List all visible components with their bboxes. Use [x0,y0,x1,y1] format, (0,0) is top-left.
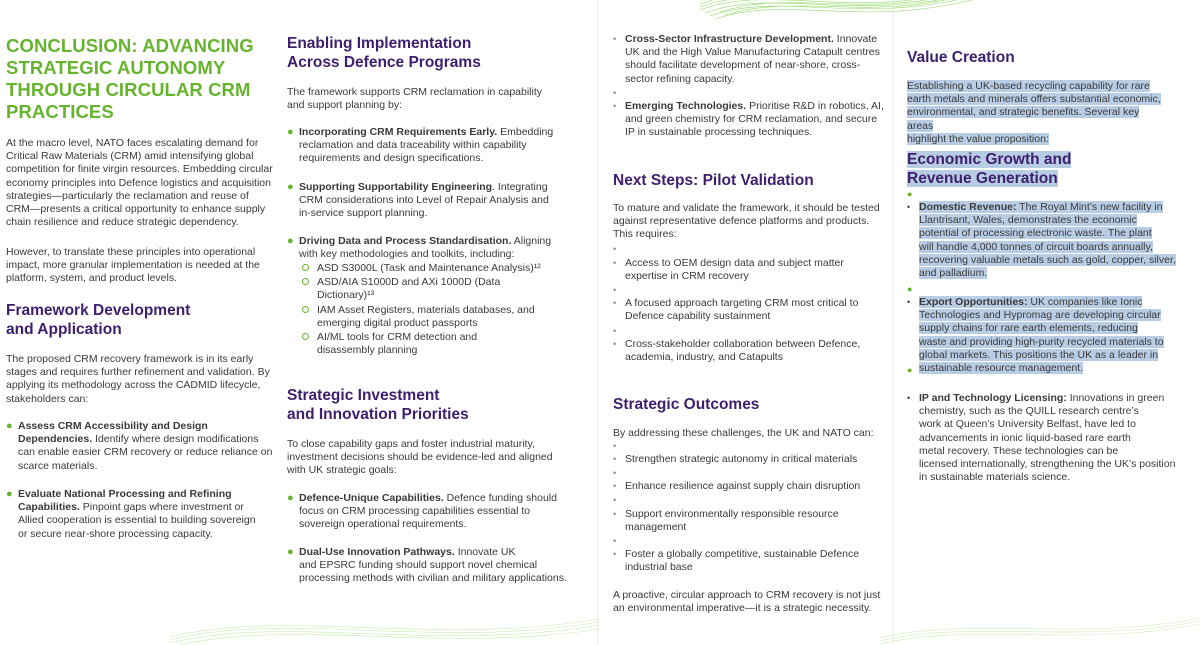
text-line: However, to translate these principles into operational [6,246,256,258]
heading-line: Enabling Implementation [287,35,472,52]
list-item [613,508,895,534]
bullet-text: requirements and design specifications. [299,152,484,165]
sub-list-item [287,276,562,302]
bullet-text: with key methodologies and toolkits, including: [299,248,515,261]
bullet-bold: Defence-Unique Capabilities. [299,492,444,504]
bullet-text: industrial base [625,561,693,574]
bullet-text: Cross-stakeholder collaboration between Defence, [625,338,861,350]
text-line: Critical Raw Materials (CRM) amid intensifying global [6,150,254,163]
bullet-bold: Emerging Technologies. [625,100,747,112]
selected-text: earth metals and minerals offers substantial economic, [907,93,1161,106]
bullet-text: chemistry, such as the QUILL research centre’s [919,405,1139,418]
bullet-text: Access to OEM design data and subject matter [625,257,844,269]
title-line: CONCLUSION: ADVANCING [6,35,254,56]
enabling-paragraph [287,86,567,112]
text-line: economy principles into Defence logistics and acquisition [6,176,271,189]
bullet-text: A focused approach targeting CRM most critical to [625,297,859,309]
bullet-bold: Driving Data and Process Standardisation. [299,235,512,247]
bullet-text: advancements in ionic liquid-based rare earth [919,431,1131,444]
list-item [907,392,1199,484]
outcomes-paragraph [613,427,898,440]
bullet-dot-icon: • [613,285,617,295]
text-line: an environmental imperative—it is a strategic necessity. [613,602,872,615]
selected-text: sustainable resource management. [919,362,1084,375]
bullet-bold: Assess CRM Accessibility and Design [18,420,208,432]
list-item [287,546,584,586]
text-line: platform, system, and product levels. [6,272,177,285]
bullet-dot-icon: • [907,297,911,307]
text-line: investment decisions should be evidence-led and aligned [287,451,553,464]
heading-line: and Innovation Priorities [287,406,469,423]
bullet-dot-icon: • [613,339,617,349]
sub-bullet-ring-icon [302,306,309,313]
selected-text: Llantrisant, Wales, demonstrates the economic [919,214,1137,227]
closing-paragraph [613,589,898,615]
bullet-text: Enhance resilience against supply chain disruption [625,480,861,492]
text-line: To mature and validate the framework, it should be tested [613,202,880,214]
bullet-dot-icon: ● [6,420,13,432]
bullet-text: scarce materials. [18,459,98,472]
bullet-dot-icon: ● [287,181,294,193]
heading-line: Across Defence Programs [287,54,481,71]
sub-bullet-ring-icon [302,278,309,285]
bullet-dot-icon: • [613,258,617,268]
text-line: At the macro level, NATO faces escalating demand for [6,137,259,149]
investment-paragraph [287,438,572,478]
bullet-dot-icon: • [613,88,617,98]
list-item [613,480,895,493]
title-line: STRATEGIC AUTONOMY [6,57,226,78]
bullet-text: in-service support planning. [299,207,428,220]
bullet-dot-icon: ● [907,284,913,294]
selected-text: potential of processing electronic waste. The plant [919,227,1152,240]
bullet-text: CRM considerations into Level of Repair Analysis and [299,194,549,207]
list-item [6,420,280,473]
bullet-dot-icon: • [613,101,617,111]
text-line: stages and requires further refinement and validation. By [6,366,270,379]
bullet-dot-icon: • [613,509,617,519]
sub-text: disassembly planning [317,344,418,357]
bullet-text: Defence capability sustainment [625,310,771,323]
heading-line: and Application [6,321,122,338]
bullet-bold: Dependencies. [18,433,93,446]
bullet-dot-icon: ● [907,365,913,375]
list-item [613,338,895,364]
bullet-text: Aligning [511,235,552,247]
next-steps-paragraph [613,202,898,242]
bullet-bold: Supporting Supportability Engineering [299,181,493,193]
sub-list-item [287,262,562,275]
bullet-text: in sustainable materials science. [919,471,1071,484]
text-line: stakeholders can: [6,392,89,405]
bullet-bold: IP and Technology Licensing: [919,392,1067,404]
bullet-dot-icon: ● [6,488,13,500]
sub-list-item [287,331,562,357]
next-steps-heading: Next Steps: Pilot Validation [613,172,814,189]
text-line: against representative defence platforms and products. [613,215,870,228]
sub-text: IAM Asset Registers, materials databases, and [317,303,535,316]
list-item [613,548,895,574]
bullet-text: metal recovery. These technologies can be [919,444,1119,457]
bullet-dot-icon: ● [287,546,294,558]
selected-text: global markets. This positions the UK as a leader in [919,348,1159,361]
list-item [613,100,900,140]
green-swirl-decoration [170,610,600,645]
bullet-text: Prioritise R&D in robotics, AI, [746,100,884,112]
bullet-text: and green chemistry for CRM reclamation, and secure [625,113,878,126]
sub-text: AI/ML tools for CRM detection and [317,331,478,344]
heading-line: Strategic Investment [287,387,440,404]
selected-text: will handle 4,000 tonnes of circuit boards annually, [919,240,1153,253]
bullet-dot-icon: • [907,393,911,403]
strategic-outcomes-heading: Strategic Outcomes [613,396,760,413]
text-line: competition for finite virgin resources. Embedding circular [6,163,273,176]
bullet-text: Embedding [497,126,554,138]
text-line: strategies—particularly the reclamation and reuse of [6,189,249,202]
text-line: This requires: [613,228,677,241]
bullet-dot-icon: • [613,34,617,44]
text-line: with UK strategic goals: [287,464,397,477]
bullet-dot-icon: • [613,326,617,336]
bullet-dot-icon: ● [287,126,294,138]
bullet-text: IP in sustainable processing techniques. [625,126,813,139]
bullet-dot-icon: • [613,454,617,464]
bullet-dot-icon: • [613,481,617,491]
bullet-bold: Incorporating CRM Requirements Early. [299,126,498,138]
bullet-bold: Domestic Revenue: [919,201,1017,213]
selected-text: supply chains for rare earth elements, reducing [919,322,1138,335]
bullet-dot-icon: • [613,298,617,308]
intro-paragraph [6,137,276,229]
text-line: impact, more granular implementation is needed at the [6,259,260,272]
list-item [287,235,569,261]
green-swirl-decoration [880,618,1200,645]
bullet-bold: Dual-Use Innovation Pathways. [299,546,455,558]
bullet-text: management [625,521,687,534]
bullet-dot-icon: • [613,441,617,451]
sub-bullet-ring-icon [302,333,309,340]
sub-text: ASD S3000L (Task and Maintenance Analysis)¹² [317,262,541,274]
text-line: applying its methodology across the CADMID lifecycle, [6,379,261,392]
bullet-text: Identify where design modifications [92,433,259,446]
selected-text: Establishing a UK-based recycling capability for rare [907,80,1150,92]
sub-text: Dictionary)¹³ [317,289,375,302]
text-line: A proactive, circular approach to CRM recovery is not just [613,589,881,601]
list-item [613,297,895,323]
however-paragraph [6,246,276,286]
bullet-dot-icon: • [613,549,617,559]
selected-text: highlight the value proposition: [907,132,1049,145]
bullet-dot-icon: • [613,536,617,546]
bullet-text: Defence funding should [443,492,557,504]
bullet-bold: Capabilities. [18,501,80,514]
text-line: The framework supports CRM reclamation in capability [287,86,543,98]
list-item[interactable] [907,201,1189,280]
framework-heading [6,301,190,339]
bullet-text: UK and the High Value Manufacturing Catapult centres [625,46,880,59]
bullet-text: and EPSRC funding should support novel chemical [299,559,538,572]
selected-text: waste and providing high-purity recycled materials to [919,335,1164,348]
bullet-dot-icon: • [613,468,617,478]
title-line: PRACTICES [6,101,114,122]
investment-heading [287,386,567,424]
bullet-text: academia, industry, and Catapults [625,351,783,364]
list-item [287,126,569,166]
page-fold [597,0,598,645]
bullet-text: Innovate [833,33,878,45]
bullet-text: UK companies like Ionic [1027,296,1143,308]
bullet-text: Strengthen strategic autonomy in critical materials [625,453,858,465]
enabling-heading [287,34,567,72]
bullet-dot-icon: • [613,244,617,254]
bullet-text: Support environmentally responsible resource [625,508,839,520]
list-item [613,257,895,283]
framework-paragraph [6,353,276,406]
bullet-text: can enable easier CRM recovery or reduce reliance on [18,446,273,459]
bullet-text: processing methods with civilian and military applications. [299,572,567,585]
bullet-bold: Evaluate National Processing and Refining [18,488,232,500]
green-swirl-decoration [700,0,1020,22]
text-line: The proposed CRM recovery framework is in its early [6,353,254,365]
bullet-text: Allied cooperation is essential to building sovereign [18,514,256,527]
list-item[interactable] [907,296,1189,375]
bullet-text: Foster a globally competitive, sustainable Defence [625,548,860,560]
bullet-text: licensed internationally, strengthening the UK’s position [919,458,1176,471]
text-line: CRM—presents a critical opportunity to enhance supply [6,203,266,216]
bullet-dot-icon: • [907,202,911,212]
text-line: By addressing these challenges, the UK and NATO can: [613,427,874,439]
bullet-text: Innovate UK [454,546,516,558]
text-line: and support planning by: [287,99,403,112]
bullet-text: reclamation and data traceability within capability [299,139,527,152]
selected-text: and palladium. [919,267,988,280]
title-line: THROUGH CIRCULAR CRM [6,79,251,100]
selected-text: environmental, and strategic benefits. Several key areas [907,106,1140,132]
list-item [613,453,895,466]
conclusion-title [6,35,276,123]
list-item [6,488,280,541]
bullet-text: work at Queen’s University Belfast, have led to [919,418,1136,431]
bullet-dot-icon: • [613,495,617,505]
list-item [613,33,895,86]
heading-line: Framework Development [6,302,191,319]
economic-growth-heading[interactable] [907,150,1071,188]
bullet-dot-icon: ● [907,189,913,199]
text-line: chain resilience and reduce strategic dependency. [6,216,239,229]
bullet-text: sovereign operational requirements. [299,518,467,531]
text-line: To close capability gaps and foster industrial maturity, [287,438,535,450]
list-item [287,181,569,221]
sub-list-item [287,304,562,330]
bullet-text: sector refining capacity. [625,72,735,85]
bullet-text: expertise in CRM recovery [625,270,749,283]
sub-text: ASD/AIA S1000D and AXi 1000D (Data [317,276,501,289]
value-creation-paragraph[interactable] [907,80,1167,146]
bullet-text: or secure near-shore processing capacity. [18,527,213,540]
bullet-text: Innovations in green [1066,392,1165,404]
selected-text: Revenue Generation [907,170,1058,187]
selected-text: Technologies and Hypromag are developing circular [919,309,1161,322]
bullet-dot-icon: ● [287,235,294,247]
bullet-text: . Integrating [492,181,548,193]
list-item [287,492,574,532]
value-creation-heading: Value Creation [907,49,1015,66]
sub-bullet-ring-icon [302,264,309,271]
sub-list [287,262,562,357]
selected-text: recovering valuable metals such as gold, copper, silver, [919,253,1176,266]
bullet-text: The Royal Mint’s new facility in [1016,201,1163,213]
bullet-text: should facilitate development of near-shore, cross- [625,59,861,72]
bullet-bold: Export Opportunities: [919,296,1028,308]
bullet-text: focus on CRM processing capabilities essential to [299,505,531,518]
bullet-bold: Cross-Sector Infrastructure Development. [625,33,834,45]
bullet-dot-icon: ● [287,492,294,504]
selected-text: Economic Growth and [907,151,1072,168]
sub-text: emerging digital product passports [317,316,478,329]
bullet-text: Pinpoint gaps where investment or [79,501,244,514]
